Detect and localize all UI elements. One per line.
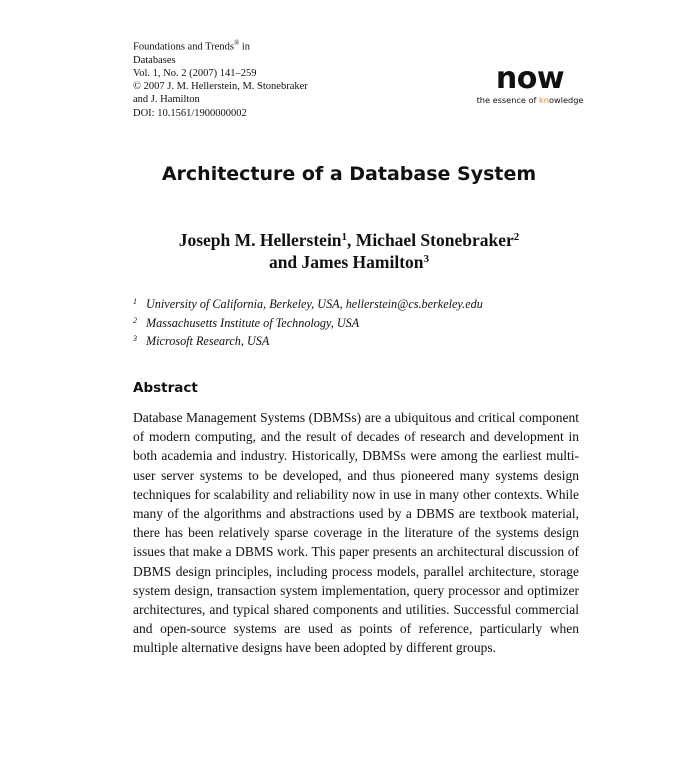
logo-wordmark: now [495,61,565,96]
author-name: Michael Stonebraker [355,230,514,250]
logo-tagline [470,95,590,105]
affiliation-text: University of California, Berkeley, USA, hellerstein@cs.berkeley.edu [146,297,483,311]
author-line-1 [0,229,698,251]
masthead-journal-name: Foundations and Trends [133,41,234,53]
logo-tagline-highlight: kn [539,95,549,105]
affiliation-text: Microsoft Research, USA [146,334,270,348]
author-line-2 [0,251,698,273]
logo-tagline-post: owledge [548,95,584,105]
author-name: Joseph M. Hellerstein [178,230,342,250]
affiliation-text: Massachusetts Institute of Technology, USA [146,315,360,330]
paper-title: Architecture of a Database System [161,163,537,185]
publisher-logo [470,61,590,105]
journal-masthead [133,37,393,120]
affiliation-item [133,294,593,313]
masthead-copyright-cont: and J. Hamilton [133,94,200,106]
masthead-journal-tail: in [239,41,251,53]
masthead-doi: DOI: 10.1561/1900000002 [133,107,247,119]
affiliation-number: 2 [133,315,137,325]
abstract-heading: Abstract [133,380,198,396]
affiliation-number: 3 [133,334,137,343]
author-footnote-mark: 3 [423,253,430,265]
logo-tagline-pre: the essence of [476,95,540,105]
affiliation-number: 1 [133,297,137,306]
author-list [0,229,698,273]
abstract-body: Database Management Systems (DBMSs) are a ubiquitous and critical component of modern computing, and the result of decades of research and development in both academia and industry. Historically, DBMSs were among the earliest multi-user server systems to be developed, and thus pioneered many systems design techniques for scalability and reliability now in use in many other contexts. While many of the algorithms and abstractions used by a DBMS are textbook material, there has been relatively sparse coverage in the literature of the systems design issues that make a DBMS work. This paper presents an architectural discussion of DBMS design principles, including process models, parallel architecture, storage system design, transaction system implementation, query processor and optimizer architectures, and typical shared components and utilities. Successful commercial and open-source systems are used as points of reference, particularly when multiple alternative designs have been adopted by different groups. [133,410,579,656]
author-separator: , [347,230,356,250]
affiliation-item [133,331,593,350]
masthead-volume: Vol. 1, No. 2 (2007) 141–259 [133,67,257,79]
registered-mark: ® [233,39,240,47]
author-footnote-mark: 2 [513,231,520,243]
masthead-copyright: © 2007 J. M. Hellerstein, M. Stonebraker [133,81,308,93]
masthead-journal-line [133,37,393,54]
affiliation-item [133,313,593,332]
affiliation-list [133,294,593,350]
author-name: James Hamilton [301,252,424,272]
author-footnote-mark: 1 [341,231,348,243]
masthead-subject: Databases [133,54,176,66]
author-joiner: and [268,252,302,272]
